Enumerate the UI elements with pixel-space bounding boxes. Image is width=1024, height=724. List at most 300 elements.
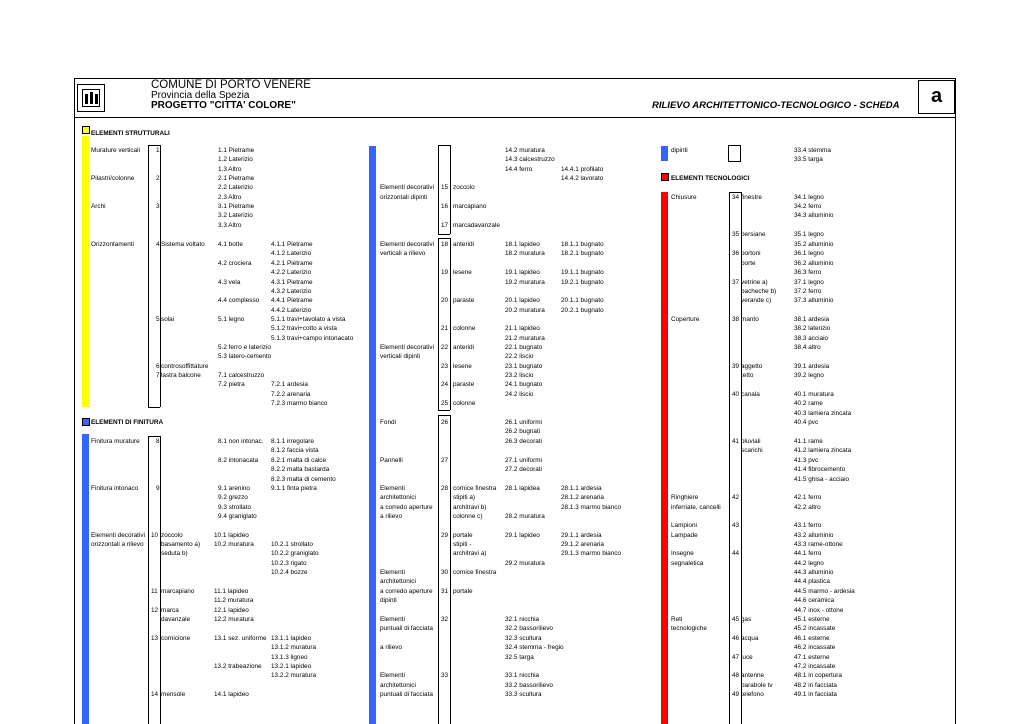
form-cell-text: 1 <box>156 147 160 154</box>
grid-line <box>450 145 451 234</box>
form-cell-text: 34 <box>732 194 740 201</box>
form-cell-text: anteridi <box>453 241 474 248</box>
form-cell-text: 8.2.2 malta bastarda <box>271 466 330 473</box>
form-cell-text: architravi b) <box>453 504 487 511</box>
form-cell-text: finestre <box>741 194 762 201</box>
crest-tower <box>85 94 88 104</box>
form-cell-text: 8.1 non intonac. <box>218 438 264 445</box>
form-cell-text: 23.2 liscio <box>505 372 534 379</box>
form-cell-text: 32.3 scultura <box>505 635 542 642</box>
municipality-title: COMUNE DI PORTO VENERE <box>151 79 311 91</box>
form-cell-text: 4 <box>156 241 160 248</box>
form-cell-text: 32.2 bassorilievo <box>505 625 553 632</box>
form-cell-text: 43.1 ferro <box>794 522 822 529</box>
form-cell-text: 33.4 stemma <box>794 147 831 154</box>
form-cell-text: 30 <box>441 569 449 576</box>
form-cell-text: 43 <box>732 522 740 529</box>
form-cell-text: 23 <box>441 363 449 370</box>
technological-legend-square <box>661 173 669 181</box>
finishing-legend-square <box>82 418 90 426</box>
form-cell-text: Chiusure <box>671 194 697 201</box>
form-cell-text: Fondi <box>380 419 396 426</box>
grid-line <box>438 415 450 416</box>
form-cell-text: 44 <box>732 550 740 557</box>
form-cell-text: 29 <box>441 532 449 539</box>
form-cell-text: 38.3 acciaio <box>794 335 829 342</box>
form-cell-text: 45 <box>732 616 740 623</box>
form-cell-text: scarichi <box>741 447 763 454</box>
form-cell-text: 11 <box>151 588 158 595</box>
form-cell-text: 33.3 scultura <box>505 691 542 698</box>
form-cell-text: 14.4.2 lavorato <box>561 175 604 182</box>
section-heading: ELEMENTI TECNOLOGICI <box>671 175 750 182</box>
form-cell-text: 38.4 altro <box>794 344 821 351</box>
form-cell-text: 32.5 targa <box>505 654 534 661</box>
form-cell-text: 4.3.1 Pietrame <box>271 279 313 286</box>
form-cell-text: 12 <box>151 607 159 614</box>
form-cell-text: tetto <box>741 372 754 379</box>
form-cell-text: 46.1 esterne <box>794 635 830 642</box>
form-cell-text: 14.1 lapideo <box>214 691 249 698</box>
form-cell-text: 4.1.2 Laterizio <box>271 250 312 257</box>
form-cell-text: Lampade <box>671 532 698 539</box>
form-cell-text: 29.1 lapideo <box>505 532 540 539</box>
grid-line <box>148 407 160 408</box>
form-cell-text: architravi a) <box>453 550 487 557</box>
form-cell-text: Pannelli <box>380 457 403 464</box>
form-cell-text: 29.1.2 arenaria <box>561 541 604 548</box>
form-cell-text: 47.1 esterne <box>794 654 830 661</box>
form-cell-text: 37.3 alluminio <box>794 297 834 304</box>
form-cell-text: colonne c) <box>453 513 483 520</box>
form-cell-text: 10.2.3 rigato <box>271 560 307 567</box>
form-cell-text: 48 <box>732 672 740 679</box>
form-cell-text: 19 <box>441 269 449 276</box>
form-cell-text: 46.2 incassate <box>794 644 836 651</box>
form-cell-text: 19.2 muratura <box>505 279 545 286</box>
form-cell-text: 31 <box>441 588 449 595</box>
form-cell-text: 19.1 lapideo <box>505 269 540 276</box>
form-cell-text: 3.3 Altro <box>218 222 242 229</box>
frame-line <box>74 117 956 118</box>
form-cell-text: 32 <box>441 616 449 623</box>
form-cell-text: aggetto <box>741 363 763 370</box>
finishing-color-bar <box>82 434 89 724</box>
form-cell-text: 22.1 bugnato <box>505 344 543 351</box>
form-cell-text: 36 <box>732 250 740 257</box>
form-cell-text: gas <box>741 616 752 623</box>
form-cell-text: 13.1 sez. uniforme <box>214 635 267 642</box>
form-cell-text: 7.2.1 ardesia <box>271 381 308 388</box>
form-cell-text: 39 <box>732 363 740 370</box>
checkbox[interactable] <box>728 145 741 162</box>
form-cell-text: 38 <box>732 316 740 323</box>
form-cell-text: 27.2 decorati <box>505 466 542 473</box>
form-cell-text: 29.1.3 marmo bianco <box>561 550 622 557</box>
form-cell-text: Reti <box>671 616 683 623</box>
form-cell-text: 2.1 Pietrame <box>218 175 255 182</box>
form-cell-text: a corredo aperture <box>380 588 433 595</box>
form-cell-text: 41 <box>732 438 740 445</box>
form-cell-text: 3 <box>156 203 160 210</box>
form-cell-text: 43.3 rame-ottone <box>794 541 843 548</box>
form-cell-text: solai <box>161 316 175 323</box>
form-cell-text: 15 <box>441 184 449 191</box>
finishing-color-bar <box>661 146 668 161</box>
form-cell-text: 26 <box>441 419 449 426</box>
form-cell-text: 9.1.1 finta pietra <box>271 485 317 492</box>
form-cell-text: 40.3 lamiera zincata <box>794 410 852 417</box>
form-cell-text: 8.2 intonacata <box>218 457 259 464</box>
form-cell-text: 34.2 ferro <box>794 203 822 210</box>
form-cell-text: 47.2 incassate <box>794 663 836 670</box>
form-cell-text: 10 <box>151 532 159 539</box>
form-cell-text: 28.1 lapidea <box>505 485 540 492</box>
form-cell-text: tecnologiche <box>671 625 707 632</box>
form-cell-text: Sistema voltato <box>161 241 205 248</box>
frame-line <box>955 117 956 724</box>
form-cell-text: 32.1 nicchia <box>505 616 540 623</box>
form-cell-text: 6 <box>156 363 160 370</box>
form-cell-text: 28.1.3 marmo bianco <box>561 504 622 511</box>
form-cell-text: 9 <box>156 485 160 492</box>
form-cell-text: 14 <box>151 691 159 698</box>
form-cell-text: Elementi decorativi <box>380 184 434 191</box>
form-cell-text: 10.1 lapideo <box>214 532 249 539</box>
form-cell-text: 41.5 ghisa - acciaio <box>794 476 850 483</box>
crest-tower <box>90 92 93 104</box>
form-cell-text: acqua <box>741 635 759 642</box>
form-cell-text: 9.1 arenino <box>218 485 250 492</box>
form-cell-text: 35 <box>732 231 740 238</box>
form-cell-text: 19.2.1 bugnato <box>561 279 604 286</box>
form-cell-text: 39.1 ardesia <box>794 363 830 370</box>
form-cell-text: 47 <box>732 654 740 661</box>
form-cell-text: stipiti - <box>453 541 472 548</box>
form-cell-text: basamento a) <box>161 541 201 548</box>
form-cell-text: verticali dipinti <box>380 353 421 360</box>
form-cell-text: 5.1.3 travi+campo intonacato <box>271 335 354 342</box>
frame-line <box>74 78 75 724</box>
form-cell-text: 13.1.2 muratura <box>271 644 317 651</box>
form-cell-text: 14.4 ferro <box>505 166 533 173</box>
form-cell-text: 1.3 Altro <box>218 166 242 173</box>
form-cell-text: 14.2 muratura <box>505 147 545 154</box>
form-cell-text: 14.3 calcestruzzo <box>505 156 555 163</box>
form-cell-text: luce <box>741 654 753 661</box>
form-cell-text: canala <box>741 391 760 398</box>
form-cell-text: 4.3.2 Laterizio <box>271 288 312 295</box>
grid-line <box>438 238 439 410</box>
form-cell-text: 33.1 nicchia <box>505 672 540 679</box>
form-cell-text: 10.2.4 bozze <box>271 569 308 576</box>
form-cell-text: architettonici <box>380 494 416 501</box>
form-cell-text: 33 <box>441 672 449 679</box>
form-cell-text: 37.2 ferro <box>794 288 822 295</box>
form-cell-text: 44.2 legno <box>794 560 824 567</box>
form-cell-text: anteridi <box>453 344 474 351</box>
form-cell-text: 8.2.3 malta di cemento <box>271 476 336 483</box>
form-cell-text: segnaletica <box>671 560 704 567</box>
form-cell-text: 17 <box>441 222 449 229</box>
form-cell-text: 7.2 pietra <box>218 381 245 388</box>
form-cell-text: cornice finestra <box>453 569 497 576</box>
form-cell-text: inferriate, cancelli <box>671 504 721 511</box>
form-cell-text: 5.2 ferro e laterizio <box>218 344 271 351</box>
form-cell-text: 5 <box>156 316 160 323</box>
form-cell-text: 46 <box>732 635 740 642</box>
form-cell-text: Elementi <box>380 672 405 679</box>
form-cell-text: Finitura intonaco <box>91 485 139 492</box>
form-cell-text: 2.2 Laterizio <box>218 184 253 191</box>
form-cell-text: persiane <box>741 231 766 238</box>
grid-line <box>160 436 161 724</box>
form-cell-text: a corredo aperture <box>380 504 433 511</box>
form-cell-text: Elementi <box>380 569 405 576</box>
form-cell-text: 28.1.2 arenaria <box>561 494 604 501</box>
form-cell-text: colonne <box>453 400 476 407</box>
form-cell-text: 43.2 alluminio <box>794 532 834 539</box>
form-cell-text: 42.1 ferro <box>794 494 822 501</box>
form-cell-text: 41.2 lamiera zincata <box>794 447 852 454</box>
form-cell-text: architettonici <box>380 578 416 585</box>
grid-line <box>450 238 451 410</box>
grid-line <box>438 145 450 146</box>
form-cell-text: 34.3 alluminio <box>794 212 834 219</box>
form-cell-text: marcapiano <box>453 203 487 210</box>
form-cell-text: 40 <box>732 391 740 398</box>
form-cell-text: 35.1 legno <box>794 231 824 238</box>
finishing-color-bar <box>369 146 376 724</box>
grid-line <box>148 436 149 724</box>
form-cell-text: 40.2 rame <box>794 400 823 407</box>
form-cell-text: 28.2 muratura <box>505 513 545 520</box>
grid-line <box>438 234 450 235</box>
form-cell-text: 7.1 calcestruzzo <box>218 372 265 379</box>
form-cell-text: 18.2 muratura <box>505 250 545 257</box>
form-cell-text: 41.4 fibrocemento <box>794 466 846 473</box>
form-cell-text: Archi <box>91 203 106 210</box>
form-cell-text: 1.2 Laterizio <box>218 156 253 163</box>
form-cell-text: 45.2 incassate <box>794 625 836 632</box>
form-cell-text: 12.2 muratura <box>214 616 254 623</box>
form-cell-text: 23.1 bugnato <box>505 363 543 370</box>
form-cell-text: 5.1.2 travi+cotto a vista <box>271 325 337 332</box>
form-cell-text: 48.1 in copertura <box>794 672 842 679</box>
form-cell-text: 21.2 muratura <box>505 335 545 342</box>
form-cell-text: 26.1 uniformi <box>505 419 542 426</box>
form-cell-text: 10.2.1 strollato <box>271 541 313 548</box>
form-cell-text: zoccolo <box>453 184 475 191</box>
form-cell-text: 2.3 Altro <box>218 194 242 201</box>
form-cell-text: portale <box>453 532 473 539</box>
form-cell-text: 42 <box>732 494 740 501</box>
form-cell-text: 2 <box>156 175 160 182</box>
form-cell-text: 41.1 rame <box>794 438 823 445</box>
form-cell-text: 9.2 grezzo <box>218 494 248 501</box>
grid-line <box>438 415 439 724</box>
form-cell-text: 13 <box>151 635 159 642</box>
form-cell-text: 29.2 muratura <box>505 560 545 567</box>
form-cell-text: Lampioni <box>671 522 697 529</box>
form-cell-text: dipinti <box>671 147 688 154</box>
form-cell-text: 28 <box>441 485 449 492</box>
form-cell-text: 44.5 marmo - ardesia <box>794 588 855 595</box>
form-cell-text: parabole tv <box>741 682 773 689</box>
form-cell-text: puntuali di facciata <box>380 625 433 632</box>
form-cell-text: 38.1 ardesia <box>794 316 830 323</box>
project-title: PROGETTO "CITTA' COLORE" <box>151 100 296 111</box>
form-cell-text: davanzale <box>161 616 191 623</box>
form-cell-text: controsoffittature <box>161 363 209 370</box>
form-cell-text: stipiti a) <box>453 494 476 501</box>
form-cell-text: 26.3 decorati <box>505 438 542 445</box>
form-cell-text: 4.4 complesso <box>218 297 260 304</box>
form-cell-text: 18.1 lapideo <box>505 241 540 248</box>
form-cell-text: 18.2.1 bugnato <box>561 250 604 257</box>
form-cell-text: 4.2 crociera <box>218 260 252 267</box>
form-cell-text: 21.1 lapideo <box>505 325 540 332</box>
grid-line <box>729 192 741 193</box>
form-cell-text: 14.4.1 profilato <box>561 166 604 173</box>
form-cell-text: mensole <box>161 691 186 698</box>
form-cell-text: 13.2.1 lapideo <box>271 663 312 670</box>
grid-line <box>148 436 160 437</box>
form-cell-text: 44.4 plastica <box>794 578 830 585</box>
form-cell-text: colonne <box>453 325 476 332</box>
form-cell-text: zoccolo <box>161 532 183 539</box>
form-cell-text: 44.6 ceramica <box>794 597 835 604</box>
form-cell-text: 10.2.2 graniglato <box>271 550 319 557</box>
form-cell-text: 5.1.1 travi+tavolato a vista <box>271 316 346 323</box>
form-cell-text: Murature verticali <box>91 147 141 154</box>
form-cell-text: 7.2.2 arenaria <box>271 391 311 398</box>
form-cell-text: 24.2 liscio <box>505 391 534 398</box>
form-cell-text: 11.2 muratura <box>214 597 254 604</box>
form-cell-text: Pilastri/colonne <box>91 175 135 182</box>
form-cell-text: 3.2 Laterizio <box>218 212 253 219</box>
municipal-crest-icon <box>77 84 105 112</box>
form-cell-text: 41.3 pvc <box>794 457 819 464</box>
form-cell-text: seduta b) <box>161 550 188 557</box>
form-cell-text: Elementi <box>380 616 405 623</box>
form-cell-text: paraste <box>453 297 475 304</box>
form-cell-text: 5.3 latero-cemento <box>218 353 272 360</box>
form-cell-text: manto <box>741 316 759 323</box>
form-cell-text: pluviali <box>741 438 761 445</box>
section-heading: ELEMENTI DI FINITURA <box>91 419 164 426</box>
form-cell-text: 44.1 ferro <box>794 550 822 557</box>
grid-line <box>438 238 450 239</box>
form-cell-text: 4.1 botte <box>218 241 243 248</box>
form-cell-text: 29.1.1 ardesia <box>561 532 602 539</box>
form-cell-text: 11.1 lapideo <box>214 588 249 595</box>
form-cell-text: 4.3 vela <box>218 279 241 286</box>
form-cell-text: 27 <box>441 457 449 464</box>
form-cell-text: Orizzontamenti <box>91 241 134 248</box>
form-cell-text: 3.1 Pietrame <box>218 203 255 210</box>
grid-line <box>148 145 160 146</box>
form-cell-text: Elementi decorativi <box>91 532 145 539</box>
form-cell-text: 35.2 alluminio <box>794 241 834 248</box>
section-heading: ELEMENTI STRUTTURALI <box>91 130 170 137</box>
form-cell-text: 25 <box>441 400 449 407</box>
form-cell-text: 13.1.3 ligneo <box>271 654 308 661</box>
form-cell-text: 34.1 legno <box>794 194 824 201</box>
form-cell-text: portale <box>453 588 473 595</box>
form-cell-text: 32.4 stemma - fregio <box>505 644 564 651</box>
form-cell-text: 49.1 in facciata <box>794 691 837 698</box>
form-cell-text: dipinti <box>380 597 397 604</box>
form-cell-text: 26.2 bugnati <box>505 428 541 435</box>
form-cell-text: 8.1.1 irregolare <box>271 438 314 445</box>
form-cell-text: 7.2.3 marmo bianco <box>271 400 328 407</box>
form-cell-text: lesene <box>453 269 472 276</box>
form-cell-text: 27.1 uniformi <box>505 457 542 464</box>
grid-line <box>741 192 742 724</box>
form-title: RILIEVO ARCHITETTONICO-TECNOLOGICO - SCHEDA <box>652 100 900 111</box>
form-cell-text: 28.1.1 ardesia <box>561 485 602 492</box>
form-cell-text: 18.1.1 bugnato <box>561 241 604 248</box>
form-cell-text: marcapiano <box>161 588 195 595</box>
form-cell-text: lastra balcone <box>161 372 201 379</box>
form-cell-text: portoni <box>741 250 761 257</box>
form-cell-text: 44.7 inox - ottone <box>794 607 844 614</box>
grid-line <box>148 145 149 407</box>
form-cell-text: 4.2.1 Pietrame <box>271 260 313 267</box>
form-cell-text: verticali a rilievo <box>380 250 426 257</box>
form-cell-text: 22.2 liscio <box>505 353 534 360</box>
form-cell-text: Elementi decorativi <box>380 241 434 248</box>
form-cell-text: 36.2 alluminio <box>794 260 834 267</box>
form-cell-text: 20.1.1 bugnato <box>561 297 604 304</box>
structural-legend-square <box>82 126 90 134</box>
form-cell-text: 8 <box>156 438 160 445</box>
form-cell-text: cornice finestra <box>453 485 497 492</box>
form-cell-text: vetrine a) <box>741 279 768 286</box>
form-cell-text: a rilievo <box>380 644 403 651</box>
form-cell-text: 48.2 in facciata <box>794 682 837 689</box>
form-cell-text: verande c) <box>741 297 772 304</box>
form-cell-text: 20.2 muratura <box>505 307 545 314</box>
form-cell-text: marca <box>161 607 179 614</box>
form-cell-text: 36.1 legno <box>794 250 824 257</box>
structural-color-bar <box>82 136 89 407</box>
form-cell-text: porte <box>741 260 756 267</box>
grid-line <box>729 192 730 724</box>
form-cell-text: 24 <box>441 381 449 388</box>
form-cell-text: 9.3 strollato <box>218 504 252 511</box>
form-cell-text: 13.1.1 lapideo <box>271 635 312 642</box>
form-cell-text: 37.1 legno <box>794 279 824 286</box>
form-cell-text: 7 <box>156 372 160 379</box>
form-cell-text: puntuali di facciata <box>380 691 433 698</box>
form-cell-text: marcadavanzale <box>453 222 500 229</box>
form-cell-text: 39.2 legno <box>794 372 824 379</box>
form-cell-text: 8.1.2 faccia vista <box>271 447 319 454</box>
form-cell-text: 20 <box>441 297 449 304</box>
form-cell-text: 36.3 ferro <box>794 269 822 276</box>
form-cell-text: 16 <box>441 203 449 210</box>
form-cell-text: 1.1 Pietrame <box>218 147 255 154</box>
form-cell-text: lesene <box>453 363 472 370</box>
form-cell-text: 38.2 laterizio <box>794 325 831 332</box>
form-cell-text: 42.2 altro <box>794 504 821 511</box>
form-cell-text: telefono <box>741 691 764 698</box>
form-cell-text: 40.4 pvc <box>794 419 819 426</box>
province-subtitle: Provincia della Spezia <box>151 90 250 101</box>
form-cell-text: 21 <box>441 325 449 332</box>
